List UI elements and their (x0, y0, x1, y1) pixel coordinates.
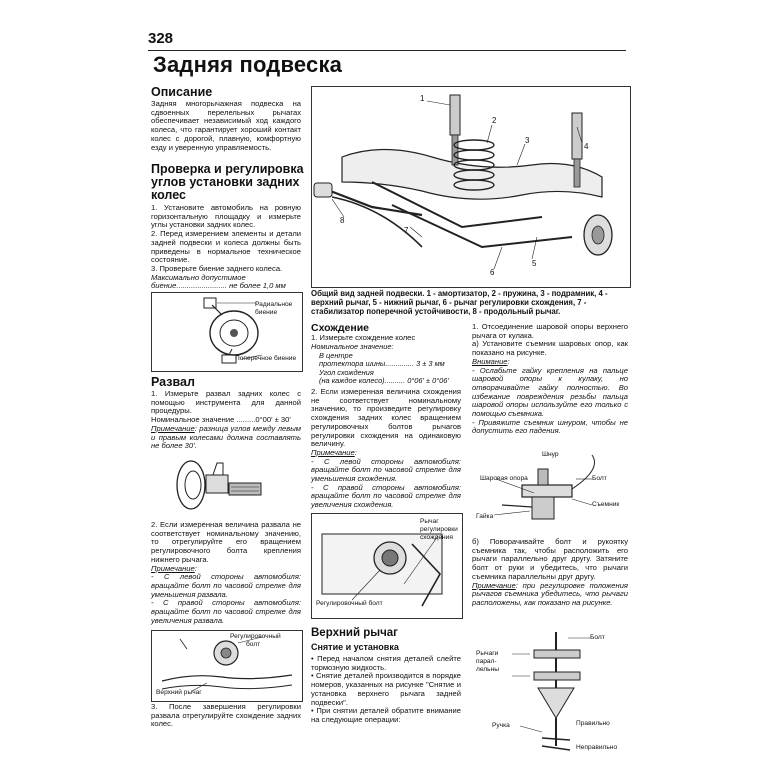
puller-note-title: Примечание (472, 580, 516, 590)
puller-levers-figure (472, 628, 628, 756)
camber-note2-left: - С левой стороны автомобиля: вращайте болт по часовой стрелке для уменьшения развала. (151, 572, 301, 599)
upper-arm-bullet-1: Перед началом снятия деталей слейте тормозную жидкость. (311, 654, 461, 672)
toe-note-title: Примечание (311, 447, 355, 457)
toe-nominal-label: Номинальное значение: (311, 342, 394, 351)
levers-label-1: Рычаги (476, 650, 499, 657)
header-rule (148, 50, 626, 51)
bolt-label: Болт (592, 475, 607, 482)
alignment-steps (151, 204, 301, 291)
radial-runout-label-1: Радиальное (255, 301, 293, 308)
puller-figure (472, 449, 628, 529)
callout-6: 6 (490, 268, 495, 277)
puller-levers-drawing (472, 628, 628, 756)
callout-7: 7 (404, 226, 409, 235)
puller-drawing (472, 449, 628, 529)
camber-note2-right: - С правой стороны автомобиля: вращайте болт по часовой стрелке для увеличения развала. (151, 598, 301, 625)
toe-adjust-text: 2. Если измеренная величина схождения не соответствует номинальному значению, то произведите регулировку схождения задних колес вращением регулировочных болтов рычагов регулировки схождения на одинаковую величину. Примечание: - С левой стороны автомобиля: вращайте болт по часовой стрелке для уменьшения схождения. - С правой стороны автомобиля: вращайте болт по часовой стрелке для увеличения схождения. (311, 387, 461, 510)
toe-step-1: 1. Измерьте схождение колес (311, 333, 416, 342)
callout-1: 1 (420, 94, 425, 103)
toe-bolt-label: Регулировочный болт (316, 600, 383, 607)
page-number: 328 (148, 30, 174, 47)
callout-5: 5 (532, 259, 537, 268)
puller-note: : при регулировке положения рычагов съемника убедитесь, что рычаги расположены, как показано на рисунке. (472, 580, 628, 607)
camber-heading: Развал (151, 375, 195, 389)
callout-4: 4 (584, 142, 589, 151)
camber-text (151, 390, 301, 451)
alignment-step-2: 2. Перед измерением элементы и детали задней подвески и колеса должны быть приведены в нормальное техническое состояние. (151, 229, 301, 265)
ball-joint-step-1b: б) Поворачивайте болт и рукоятку съемника так, чтобы расположить его рычаги параллельно друг другу. Затяните болт от руки и убедитесь, что рычаги съемника параллельны друг другу. (472, 537, 628, 581)
runout-figure (151, 292, 303, 372)
callout-8: 8 (340, 216, 345, 225)
warning-a: - Ослабьте гайку крепления на пальце шаровой опоры к кулаку, но отворачивайте гайку полностью. Во избежание повреждения резьбы пальца шаровой опоры используйте его только с помощью съемника. (472, 365, 628, 419)
description-text: Задняя многорычажная подвеска на сдвоенных перелельных рычагах обеспечивает независимый ход каждого колеса, что гарантирует хороший контакт колес с дорогой, плавную, комфортную езду и уверенную управляемость. (151, 99, 301, 152)
toe-arm-label-2: регулировки (420, 526, 458, 533)
cord-label: Шнур (542, 451, 559, 458)
page-title: Задняя подвеска (153, 52, 343, 77)
adjust-bolt-label-2: болт (246, 641, 261, 648)
upper-arm-heading: Верхний рычаг (311, 627, 398, 639)
camber-note2-title: Примечание (151, 563, 195, 573)
toe-note-left: - С левой стороны автомобиля: вращайте болт по часовой стрелке для уменьшения схождения. (311, 456, 461, 484)
description-heading: Описание (151, 85, 213, 99)
toe-note-right: - С правой стороны автомобиля: вращайте болт по часовой стрелке для увеличения схождения. (311, 482, 461, 510)
ball-joint-step-1: 1. Отсоединение шаровой опоры верхнего рычага от кулака. (472, 322, 628, 340)
adjust-bolt-label-1: Регулировочный (230, 633, 281, 640)
upper-arm-bullet-2: Снятие деталей производится в порядке номеров, указанных на рисунке "Снятие и установка верхнего рычага задней подвески". (311, 671, 461, 707)
toe-arm-label-1: Рычаг (420, 518, 439, 525)
camber-figure (151, 453, 301, 513)
warning-title: Внимание (472, 356, 508, 366)
toe-angle-label: Угол схождения (319, 367, 374, 377)
lever-bolt-label: Болт (590, 634, 605, 641)
toe-adjust-figure (311, 513, 463, 619)
puller-adjust-text (472, 538, 628, 608)
callout-2: 2 (492, 116, 497, 125)
alignment-heading: Проверка и регулировка углов установки задних колес (151, 162, 304, 202)
suspension-overview-figure (311, 86, 631, 288)
puller-label: Съемник (592, 501, 620, 508)
toe-center-label: В центре (319, 350, 353, 360)
camber-step-1: 1. Измерьте развал задних колес с помощью инструмента для данной процедуры. (151, 389, 301, 416)
warning-b: - Привяжите съемник шнуром, чтобы не допустить его падения. (472, 417, 628, 436)
handle-label: Ручка (492, 722, 510, 729)
camber-note-title: Примечание (151, 423, 195, 433)
upper-arm-label: Верхний рычаг (156, 689, 202, 696)
toe-step-2: 2. Если измеренная величина схождения не соответствует номинальному значению, то произведите регулировку схождения задних колес вращением регулировочных болтов рычагов регулировки схождения на одинаковую величину. (311, 387, 461, 449)
lateral-runout-label: Поперечное биение (235, 355, 297, 362)
toe-arm-label-3: схождения (420, 534, 453, 541)
alignment-step-1: 1. Установите автомобиль на ровную горизонтальную площадку и измерьте углы установки задних колес. (151, 203, 301, 230)
levers-label-2: парал- (476, 658, 497, 665)
ball-joint-text: 1. Отсоединение шаровой опоры верхнего рычага от кулака. а) Установите съемник шаровых опор, как показано на рисунке. Внимание: - Ослабьте гайку крепления на пальце шаровой опоры к кулаку, но отворачивайте гайку полностью. Во избежание повреждения резьбы пальца шаровой опоры используйте его только с помощью съемника. - Привяжите съемник шнуром, чтобы не допустить его падения. (472, 322, 628, 436)
radial-runout-label-2: биение (255, 309, 278, 316)
camber-step-3: 3. После завершения регулировки развала отрегулируйте схождение задних колес. (151, 702, 301, 729)
toe-heading: Схождение (311, 322, 370, 334)
correct-label: Правильно (576, 720, 610, 727)
callout-3: 3 (525, 136, 530, 145)
adjust-bolt-figure (151, 630, 303, 702)
runout-label: Максимально допустимое (151, 272, 246, 282)
nut-label: Гайка (476, 513, 494, 520)
toe-angle-value: (на каждое колесо).......... 0°06' ± 0°06' (319, 376, 449, 386)
alignment-step-3: 3. Проверьте биение заднего колеса. (151, 263, 283, 273)
camber-note: : разница углов между левым и правым колесами должна составлять не более 30'. (151, 423, 301, 451)
toe-specs (311, 343, 461, 386)
ball-joint-step-1a: а) Установите съемник шаровых опор, как показано на рисунке. (472, 339, 628, 358)
camber-drawing (151, 453, 301, 513)
ball-joint-label: Шаровая опора (480, 475, 528, 482)
suspension-overview-drawing (312, 87, 630, 287)
camber-step-2: 2. Если измеренная величина развала не соответствует номинальному значению, то отрегулируйте его вращением регулировочного болта крепления нижнего рычага. (151, 520, 301, 564)
runout-value: биение........................ не более 1,0 мм (151, 281, 286, 291)
upper-arm-bullet-3: При снятии деталей обратите внимание на следующие операции: (311, 706, 461, 724)
levers-label-3: лельны (476, 666, 499, 673)
upper-arm-subheading: Снятие и установка (311, 642, 399, 652)
toe-tread-value: протектора шины.............. 3 ± 3 мм (319, 359, 445, 369)
camber-adjust-text: 2. Если измеренная величина развала не соответствует номинальному значению, то отрегулируйте его вращением регулировочного болта крепления нижнего рычага. Примечание: - С левой стороны автомобиля: вращайте болт по часовой стрелке для уменьшения развала. - С правой стороны автомобиля: вращайте болт по часовой стрелке для увеличения развала. (151, 520, 301, 625)
upper-arm-text: • Перед началом снятия деталей слейте тормозную жидкость. • Снятие деталей производится в порядке номеров, указанных на рисунке "Снятие и установка верхнего рычага задней подвески". • При снятии деталей обратите внимание на следующие операции: (311, 654, 461, 724)
overview-caption: Общий вид задней подвески. 1 - амортизатор, 2 - пружина, 3 - подрамник, 4 - верхний рычаг, 5 - нижний рычаг, 6 - рычаг регулировки схождения, 7 - стабилизатор поперечной устойчивости, 8 - продольный рычаг. (311, 289, 608, 316)
camber-nominal: Номинальное значение .........0°00' ± 30' (151, 415, 291, 425)
incorrect-label: Неправильно (576, 744, 618, 751)
